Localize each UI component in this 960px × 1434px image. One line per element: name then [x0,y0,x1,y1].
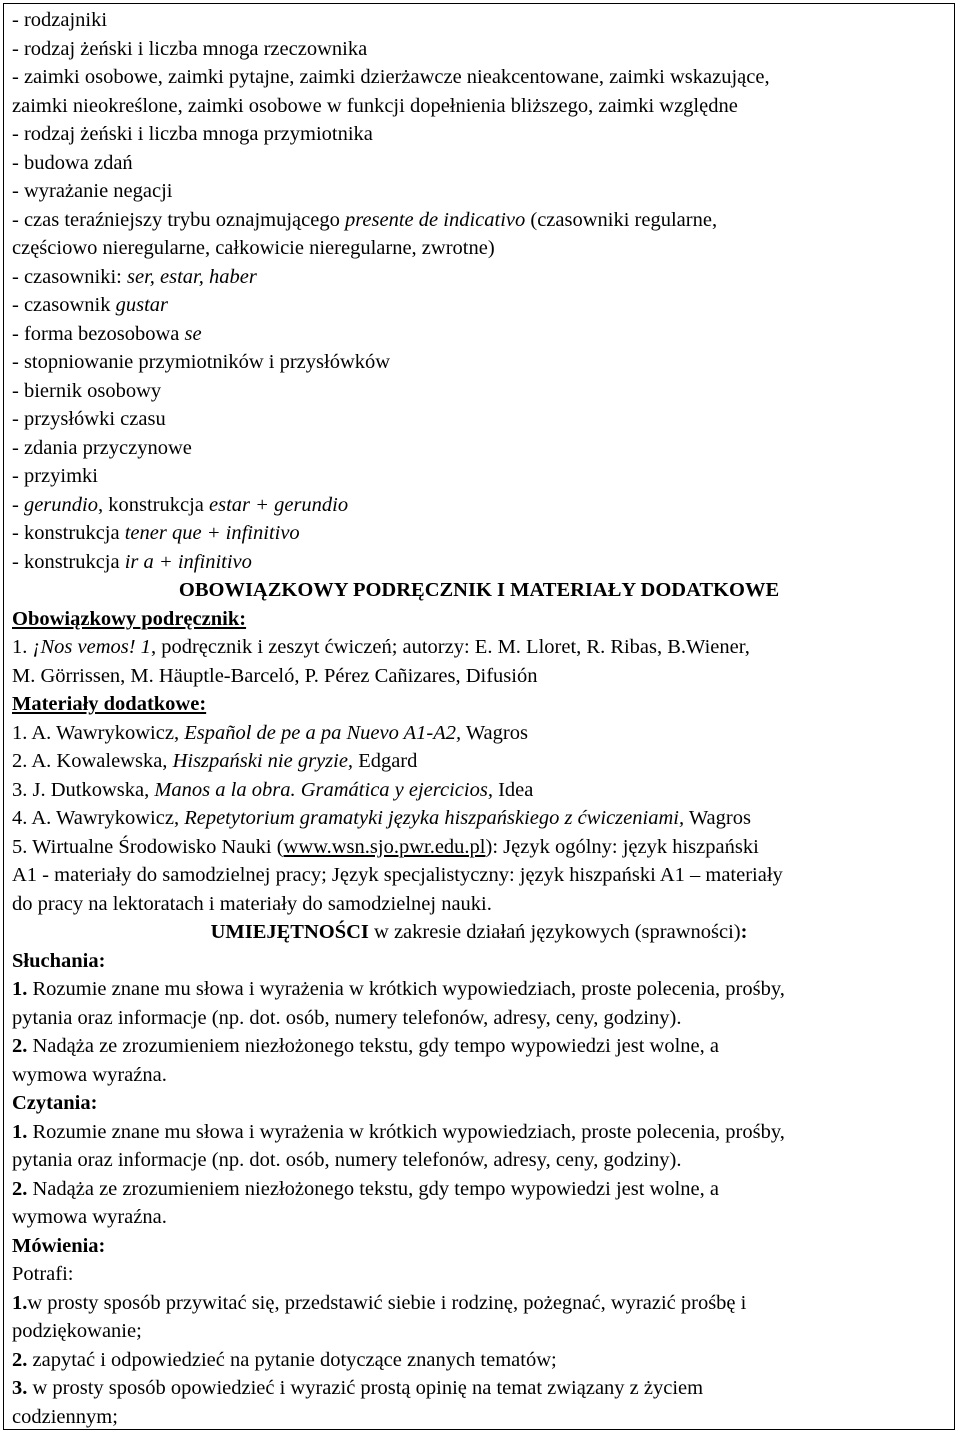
text: Wagros [461,721,528,744]
item-number: 2. [12,1035,28,1057]
text: 5. Wirtualne Środowisko Nauki ( [12,835,284,858]
grammar-item: - stopniowanie przymiotników i przysłówków [12,351,391,373]
reading-label [12,1089,946,1118]
text: Idea [492,778,534,801]
text: - forma bezosobowa [12,322,185,345]
grammar-item-gerundio [12,491,946,520]
grammar-item-se [12,320,946,349]
additional-label [12,690,946,719]
text: w prosty sposób przywitać się, przedstawić siebie i rodzinę, pożegnać, wyrazić prośbę i [27,1291,747,1314]
text: zapytać i odpowiedzieć na pytanie dotyczące znanych tematów; [27,1348,557,1371]
grammar-item-presente [12,206,946,235]
label-text: Materiały dodatkowe: [12,693,207,715]
text: (czasowniki regularne, [525,208,718,231]
text: 3. J. Dutkowska, [12,778,155,801]
text: , podręcznik i zeszyt ćwiczeń; autorzy: E. M. Lloret, R. Ribas, B.Wiener, [150,636,750,658]
grammar-item: - zdania przyczynowe [12,436,192,459]
reading-item [12,1118,946,1147]
grammar-item: - budowa zdań [12,151,133,174]
text: Wagros [684,807,751,829]
additional-item [12,747,946,776]
item-number: 3. [12,1377,28,1399]
grammar-item-ira [12,548,946,577]
listening-item [12,975,946,1004]
grammar-item-tener [12,519,946,548]
label-text: Słuchania: [12,949,106,972]
text: 1. A. Wawrykowicz, [12,721,185,744]
item-number: 2. [12,1177,28,1200]
text: Nadąża ze zrozumieniem niezłożonego tekstu, gdy tempo wypowiedzi jest wolne, a [27,1035,720,1057]
italic-term: presente de indicativo [344,208,526,231]
grammar-item: - zaimki osobowe, zaimki pytajne, zaimki dzierżawcze nieakcentowane, zaimki wskazujące, [12,66,770,88]
speaking-can: Potrafi: [12,1263,74,1285]
italic-title: Repetytorium gramatyki języka hiszpańskiego z ćwiczeniami, [184,807,685,829]
item-number: 1. [12,1291,28,1314]
text: Nadąża ze zrozumieniem niezłożonego tekstu, gdy tempo wypowiedzi jest wolne, a [27,1177,720,1200]
required-label [12,605,946,634]
additional-item-virtual-cont: A1 - materiały do samodzielnej pracy; Język specjalistyczny: język hiszpański A1 – materiały [12,864,783,886]
grammar-item: zaimki nieokreślone, zaimki osobowe w funkcji dopełnienia bliższego, zaimki względne [12,94,738,117]
section-heading-skills [12,918,946,947]
additional-item-virtual [12,833,946,862]
text: Rozumie znane mu słowa i wyrażenia w krótkich wypowiedziach, proste polecenia, prośby, [27,978,785,1000]
text: w prosty sposób opowiedzieć i wyrazić prostą opinię na temat związany z życiem [27,1377,704,1399]
label-text: Czytania: [12,1092,98,1114]
grammar-item: - biernik osobowy [12,379,162,402]
text: Edgard [353,750,418,772]
grammar-item: - wyrażanie negacji [12,180,173,202]
label-text: Obowiązkowy podręcznik: [12,607,247,630]
speaking-item-cont: codziennym; [12,1405,118,1428]
item-number: 2. [12,1348,28,1371]
additional-item [12,719,946,748]
grammar-item: - przyimki [12,465,98,487]
speaking-label [12,1232,946,1261]
heading-normal: w zakresie działań językowych (sprawności) [368,921,741,943]
text: - [12,493,24,516]
listening-item-cont: wymowa wyraźna. [12,1063,167,1086]
additional-item [12,776,946,805]
listening-label [12,947,946,976]
grammar-item-presente-cont: częściowo nieregularne, całkowicie nieregularne, zwrotne) [12,237,495,259]
grammar-item-verbs [12,263,946,292]
text: ): Język ogólny: język hiszpański [485,835,759,858]
speaking-item [12,1289,946,1318]
reading-item [12,1175,946,1204]
speaking-item [12,1346,946,1375]
italic-term: ser, estar, haber [127,265,257,288]
grammar-item: - rodzaj żeński i liczba mnoga przymiotnika [12,123,373,145]
grammar-item: - przysłówki czasu [12,408,166,430]
wsn-link[interactable]: www.wsn.sjo.pwr.edu.pl [283,835,486,858]
text: - czasowniki: [12,265,127,288]
grammar-item-gustar [12,291,946,320]
additional-item-virtual-cont: do pracy na lektoratach i materiały do samodzielnej nauki. [12,892,492,915]
heading-text: OBOWIĄZKOWY PODRĘCZNIK I MATERIAŁY DODATKOWE [178,579,780,601]
text: , konstrukcja [97,493,210,516]
italic-title: ¡Nos vemos! 1 [32,636,151,658]
italic-term: gerundio [23,493,98,516]
heading-bold: UMIEJĘTNOŚCI [210,921,369,943]
italic-title: Manos a la obra. Gramática y ejercicios, [154,778,493,801]
speaking-item [12,1374,946,1403]
italic-title: Hiszpański nie gryzie, [172,750,354,772]
italic-title: Español de pe a pa Nuevo A1-A2, [184,721,462,744]
additional-item [12,804,946,833]
reading-item-cont: wymowa wyraźna. [12,1206,167,1228]
text: - konstrukcja [12,522,125,544]
speaking-item-cont: podziękowanie; [12,1320,142,1342]
listening-item [12,1032,946,1061]
italic-term: tener que + infinitivo [124,522,300,544]
section-heading-materials [12,576,946,605]
item-number: 1. [12,1120,28,1143]
textbook-entry-cont: M. Görrissen, M. Häuptle-Barceló, P. Pérez Cañizares, Difusión [12,664,538,687]
item-number: 1. [12,978,28,1000]
grammar-item: - rodzajniki [12,9,108,31]
listening-item-cont: pytania oraz informacje (np. dot. osób, numery telefonów, adresy, ceny, godziny). [12,1006,682,1029]
text: Rozumie znane mu słowa i wyrażenia w krótkich wypowiedziach, proste polecenia, prośby, [27,1120,785,1143]
text: - czasownik [12,294,116,316]
heading-colon: : [740,921,748,943]
text: 4. A. Wawrykowicz, [12,807,185,829]
italic-term: se [184,322,202,345]
text: 2. A. Kowalewska, [12,750,173,772]
label-text: Mówienia: [12,1234,106,1257]
document-page [3,3,955,1430]
grammar-item: - rodzaj żeński i liczba mnoga rzeczownika [12,37,368,60]
textbook-entry [12,633,946,662]
italic-term: ir a + infinitivo [124,550,252,573]
text: - konstrukcja [12,550,125,573]
italic-term: gustar [115,294,169,316]
italic-term: estar + gerundio [209,493,349,516]
text: 1. [12,636,33,658]
reading-item-cont: pytania oraz informacje (np. dot. osób, numery telefonów, adresy, ceny, godziny). [12,1149,682,1171]
text: - czas teraźniejszy trybu oznajmującego [12,208,345,231]
